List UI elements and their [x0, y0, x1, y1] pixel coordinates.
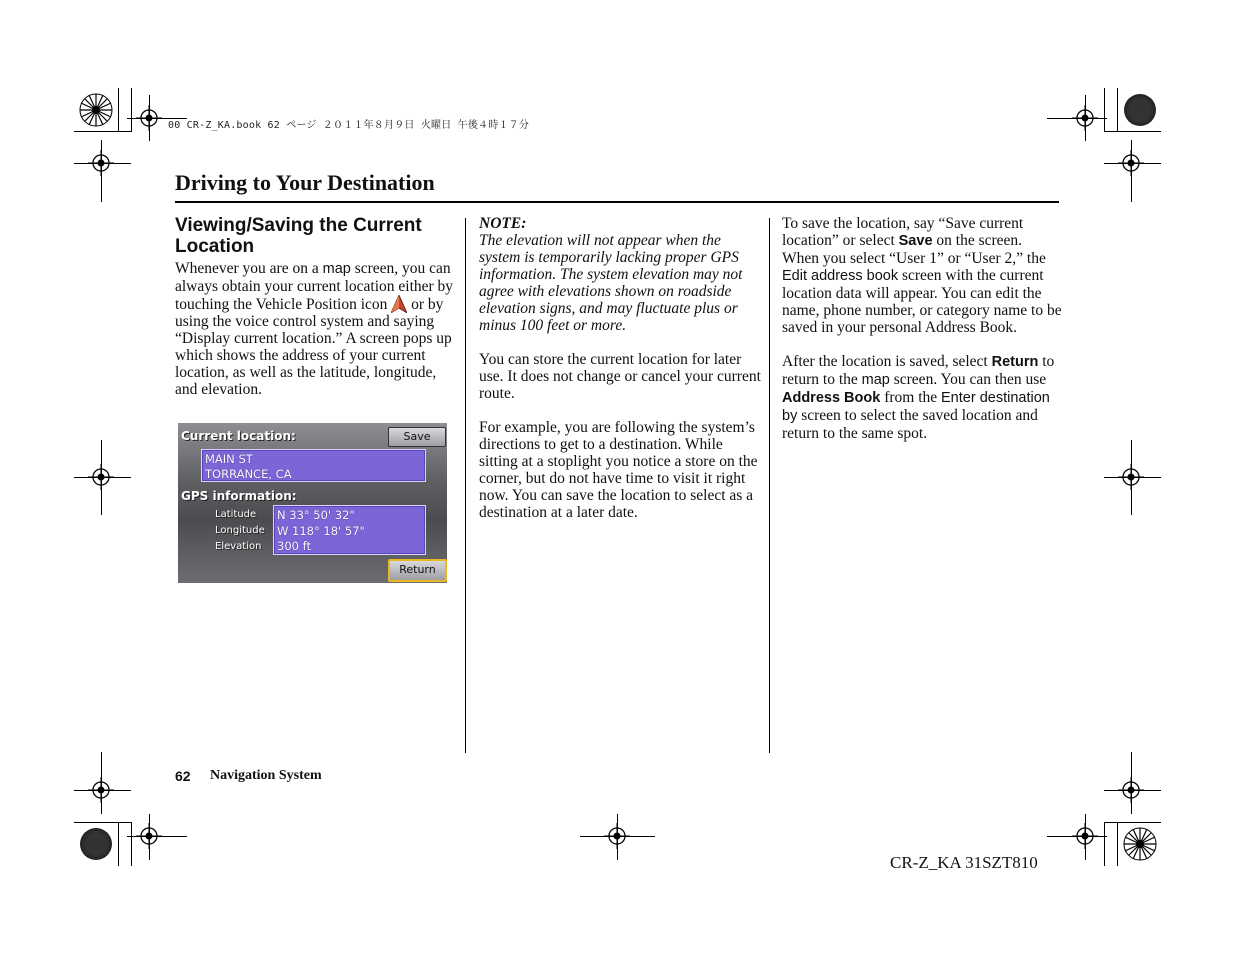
registration-target-icon: [88, 150, 114, 176]
page-title: Driving to Your Destination: [175, 170, 435, 195]
ui-term-return: Return: [991, 354, 1039, 370]
footer-section-name: Navigation System: [210, 768, 322, 783]
intro-paragraph: [175, 260, 455, 398]
return-button[interactable]: Return: [388, 559, 447, 582]
rosette-icon: [78, 92, 114, 128]
paragraph: For example, you are following the system’s directions to get to a destination. While sitting at a stoplight you notice a store on the corner, but do not have time to visit it right now. You can save the location to select as a destination at a later date.: [479, 419, 758, 521]
registration-target-icon: [88, 777, 114, 803]
column-divider: [465, 218, 466, 753]
address-line-2: TORRANCE, CA: [205, 467, 292, 481]
ui-term-map: map: [322, 261, 351, 277]
column-3: [782, 215, 1062, 459]
ui-term-map: map: [861, 372, 890, 388]
note-heading: NOTE:: [479, 215, 527, 232]
ui-term-edit-address-book: Edit address book: [782, 268, 899, 284]
note: [479, 215, 761, 334]
registration-target-icon: [604, 823, 630, 849]
ui-term-address-book: Address Book: [782, 390, 881, 406]
ui-term-save: Save: [898, 233, 933, 249]
gps-values-box: [273, 505, 426, 555]
rosette-icon: [1122, 92, 1158, 128]
registration-target-icon: [1072, 823, 1098, 849]
registration-target-icon: [136, 823, 162, 849]
job-code: CR-Z_KA 31SZT810: [890, 853, 1038, 872]
latitude-value: N 33° 50' 32": [277, 508, 355, 522]
text-run: screen, you can always obtain your current location either by touching the Vehicle Position icon: [175, 260, 454, 313]
registration-target-icon: [88, 464, 114, 490]
rosette-icon: [1122, 826, 1158, 862]
registration-target-icon: [136, 105, 162, 131]
vehicle-position-icon: [391, 295, 407, 313]
longitude-value: W 118° 18' 57": [277, 523, 365, 538]
registration-target-icon: [1118, 777, 1144, 803]
elevation-value: 300 ft: [277, 539, 311, 553]
paragraph: You can store the current location for later use. It does not change or cancel your current route.: [479, 351, 761, 402]
address-box: [201, 449, 426, 482]
rosette-icon: [78, 826, 114, 862]
ui-term-enter-destination-by: Enter destination by: [782, 390, 1050, 424]
note-body: The elevation will not appear when the system is temporarily lacking proper GPS information. The system elevation may not agree with elevations shown on roadside elevation signs, and may fluctuate plus or minus 100 feet or more.: [479, 232, 743, 334]
text-run: from the: [880, 389, 942, 406]
latitude-label: Latitude: [215, 509, 257, 520]
registration-target-icon: [1072, 105, 1098, 131]
elevation-label: Elevation: [215, 541, 262, 552]
text-run: To save the location, say “Save current location” or select: [782, 215, 1024, 249]
text-run: or by using the voice control system and saying “Display current location.” A screen pops up which shows the address of your current location, as well as the latitude, longitude, and elevation.: [175, 296, 452, 398]
text-run: Whenever you are on a: [175, 260, 323, 277]
longitude-label: Longitude: [215, 525, 265, 536]
text-run: on the screen. When you select “User 1” or “User 2,” the: [782, 232, 1046, 267]
save-paragraph: [782, 215, 1062, 336]
text-run: screen with the current location data will appear. You can edit the name, phone number, or category name to be saved in your personal Address Book.: [782, 267, 1062, 336]
return-paragraph: [782, 353, 1062, 442]
column-divider: [769, 218, 770, 753]
save-button[interactable]: Save: [388, 427, 446, 447]
current-location-screen: [178, 423, 447, 583]
text-run: to return to the: [782, 353, 1055, 388]
column-1: [175, 215, 455, 415]
gps-information-label: GPS information:: [181, 489, 297, 503]
current-location-label: Current location:: [181, 429, 296, 443]
text-run: screen. You can then use: [889, 371, 1047, 388]
section-heading: Viewing/Saving the Current Location: [175, 215, 422, 257]
registration-target-icon: [1118, 464, 1144, 490]
text-run: screen to select the saved location and return to the same spot.: [782, 407, 1038, 442]
column-2: [479, 215, 761, 538]
page-number: 62: [175, 768, 191, 784]
title-rule: [175, 201, 1059, 203]
text-run: After the location is saved, select: [782, 353, 992, 370]
print-header: 00 CR-Z_KA.book 62 ページ ２０１１年８月９日 火曜日 午後４時１７分: [168, 120, 530, 131]
registration-target-icon: [1118, 150, 1144, 176]
address-line-1: MAIN ST: [205, 452, 253, 466]
